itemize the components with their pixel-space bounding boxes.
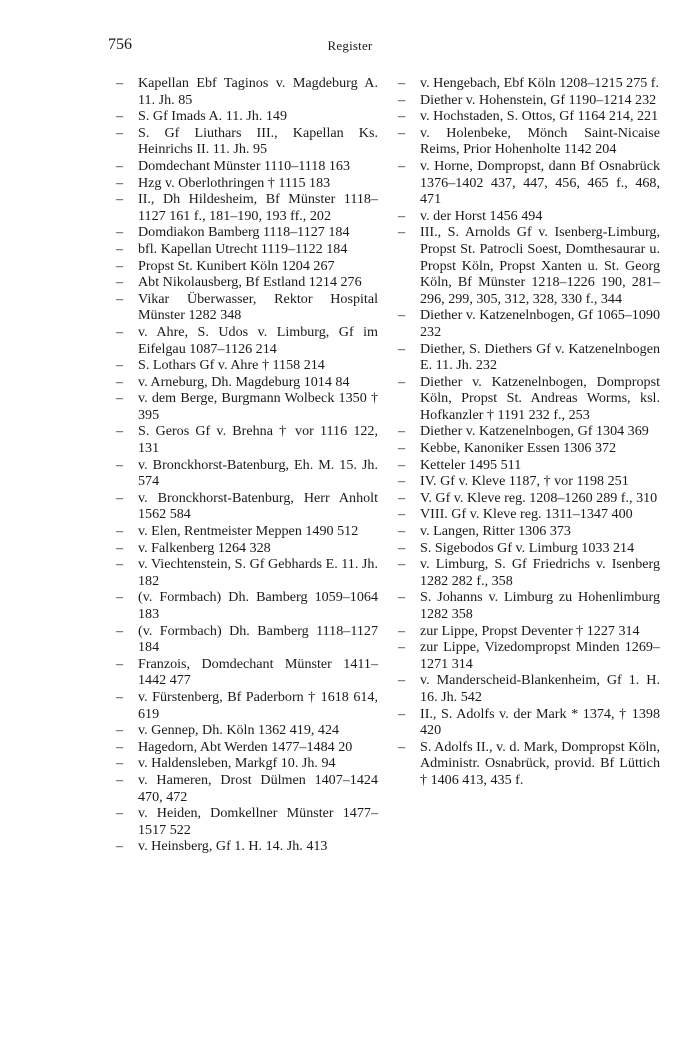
entry-text: v. Gennep, Dh. Köln 1362 419, 424 [138, 722, 340, 739]
entry-dash: – [116, 75, 124, 91]
entry-dash: – [116, 274, 124, 291]
index-column-right [398, 75, 660, 789]
entry-dash: – [398, 639, 406, 656]
index-entry [116, 191, 378, 224]
entry-dash: – [116, 390, 124, 407]
entry-text: zur Lippe, Propst Deventer † 1227 314 [420, 622, 640, 639]
entry-text: v. Heinsberg, Gf 1. H. 14. Jh. 413 [138, 838, 328, 855]
entry-dash: – [116, 771, 124, 788]
index-entry [116, 258, 378, 275]
entry-text: Diether v. Katzenelnbogen, Dompropst Köln, Propst St. Andreas Worms, ksl. Hofkanzler † 1191 232 f., 253 [420, 373, 660, 423]
entry-dash: – [398, 307, 406, 324]
entry-dash: – [116, 257, 124, 274]
entry-dash: – [116, 755, 124, 772]
entry-text: v. Holenbeke, Mönch Saint-Nicaise Reims, Prior Hohenholte 1142 204 [420, 124, 660, 158]
index-entry [398, 423, 660, 440]
entry-dash: – [398, 207, 406, 224]
entry-dash: – [116, 539, 124, 556]
entry-dash: – [116, 556, 124, 573]
entry-dash: – [398, 108, 406, 125]
entry-dash: – [398, 473, 406, 490]
index-entry [398, 108, 660, 125]
entry-text: V. Gf v. Kleve reg. 1208–1260 289 f., 310 [420, 489, 658, 506]
index-entry [116, 274, 378, 291]
entry-text: Kapellan Ebf Taginos v. Magdeburg A. 11. Jh. 85 [138, 75, 378, 108]
entry-dash: – [398, 440, 406, 457]
entry-dash: – [116, 157, 124, 174]
entry-dash: – [116, 523, 124, 540]
index-entry [116, 158, 378, 175]
index-entry [116, 540, 378, 557]
entry-text: Diether v. Katzenelnbogen, Gf 1065–1090 232 [420, 307, 660, 340]
entry-dash: – [116, 688, 124, 705]
entry-text: Abt Nikolausberg, Bf Estland 1214 276 [138, 274, 362, 291]
index-entry [398, 374, 660, 424]
entry-dash: – [116, 373, 124, 390]
index-entry [398, 639, 660, 672]
entry-text: zur Lippe, Vizedompropst Minden 1269–1271 314 [420, 639, 660, 672]
entry-text: v. Falkenberg 1264 328 [138, 539, 271, 556]
entry-dash: – [398, 75, 406, 91]
entry-text: v. Heiden, Domkellner Münster 1477–1517 522 [138, 805, 378, 838]
index-entry [398, 92, 660, 109]
entry-dash: – [116, 224, 124, 241]
entry-text: v. Horne, Dompropst, dann Bf Osnabrück 1376–1402 437, 447, 456, 465 f., 468, 471 [420, 157, 660, 208]
entry-dash: – [398, 556, 406, 573]
entry-dash: – [116, 589, 124, 606]
index-entry [116, 291, 378, 324]
entry-text: v. Viechtenstein, S. Gf Gebhards E. 11. Jh. 182 [138, 556, 378, 589]
entry-text: v. dem Berge, Burgmann Wolbeck 1350 † 395 [138, 390, 378, 423]
entry-text: v. Bronckhorst-Batenburg, Herr Anholt 1562 584 [138, 489, 378, 523]
entry-text: S. Gf Imads A. 11. Jh. 149 [138, 108, 288, 125]
entry-dash: – [116, 191, 124, 208]
entry-dash: – [116, 108, 124, 125]
entry-text: S. Johanns v. Limburg zu Hohenlimburg 1282 358 [420, 589, 660, 622]
entry-dash: – [116, 174, 124, 191]
index-entry [116, 739, 378, 756]
entry-dash: – [398, 738, 406, 755]
entry-text: v. Manderscheid-Blankenheim, Gf 1. H. 16. Jh. 542 [420, 672, 660, 705]
index-entry [116, 523, 378, 540]
index-entry [398, 589, 660, 622]
index-entry [116, 175, 378, 192]
index-entry [398, 224, 660, 307]
entry-text: v. der Horst 1456 494 [420, 207, 543, 224]
entry-text: VIII. Gf v. Kleve reg. 1311–1347 400 [420, 506, 633, 523]
entry-text: S. Adolfs II., v. d. Mark, Dompropst Köln, Administr. Osnabrück, provid. Bf Lüttich † 1406 413, 435 f. [420, 738, 660, 788]
index-entry [398, 706, 660, 739]
running-head: Register [327, 38, 373, 53]
entry-dash: – [116, 240, 124, 257]
entry-text: Diether, S. Diethers Gf v. Katzenelnbogen E. 11. Jh. 232 [420, 340, 660, 374]
index-entry [398, 75, 660, 92]
index-entry [116, 457, 378, 490]
entry-text: v. Hengebach, Ebf Köln 1208–1215 275 f. [420, 75, 660, 91]
entry-dash: – [116, 838, 124, 855]
index-entry [116, 623, 378, 656]
index-entry [398, 506, 660, 523]
entry-text: S. Geros Gf v. Brehna † vor 1116 122, 131 [138, 423, 378, 457]
entry-text: II., Dh Hildesheim, Bf Münster 1118–1127 161 f., 181–190, 193 ff., 202 [138, 191, 378, 224]
entry-text: Kebbe, Kanoniker Essen 1306 372 [420, 440, 617, 457]
index-entry [398, 307, 660, 340]
entry-text: Hagedorn, Abt Werden 1477–1484 20 [138, 738, 353, 755]
entry-dash: – [398, 157, 406, 174]
index-entry [398, 523, 660, 540]
index-entry [116, 722, 378, 739]
entry-dash: – [398, 456, 406, 473]
entry-dash: – [116, 622, 124, 639]
index-entry [116, 324, 378, 357]
index-entry [398, 490, 660, 507]
entry-dash: – [398, 91, 406, 108]
entry-text: v. Elen, Rentmeister Meppen 1490 512 [138, 523, 359, 540]
entry-text: S. Sigebodos Gf v. Limburg 1033 214 [420, 539, 635, 556]
entry-dash: – [116, 423, 124, 440]
index-entry [116, 390, 378, 423]
index-entry [116, 423, 378, 456]
entry-text: Domdiakon Bamberg 1118–1127 184 [138, 224, 350, 241]
index-entry [398, 208, 660, 225]
entry-dash: – [398, 489, 406, 506]
entry-text: (v. Formbach) Dh. Bamberg 1059–1064 183 [138, 589, 378, 622]
entry-dash: – [398, 373, 406, 390]
page-number: 756 [108, 36, 132, 53]
entry-dash: – [116, 738, 124, 755]
entry-dash: – [398, 340, 406, 357]
entry-text: Hzg v. Oberlothringen † 1115 183 [138, 174, 331, 191]
entry-dash: – [398, 506, 406, 523]
entry-dash: – [398, 523, 406, 540]
index-entry [398, 672, 660, 705]
index-entry [116, 805, 378, 838]
entry-text: v. Fürstenberg, Bf Paderborn † 1618 614, 619 [138, 688, 378, 722]
index-entry [116, 357, 378, 374]
entry-text: Diether v. Hohenstein, Gf 1190–1214 232 [420, 91, 657, 108]
index-entry [398, 473, 660, 490]
entry-text: Diether v. Katzenelnbogen, Gf 1304 369 [420, 423, 649, 440]
index-column-left [116, 75, 378, 855]
entry-dash: – [116, 722, 124, 739]
entry-dash: – [398, 589, 406, 606]
entry-dash: – [398, 423, 406, 440]
entry-text: Propst St. Kunibert Köln 1204 267 [138, 257, 335, 274]
index-entry [116, 772, 378, 805]
index-entry [116, 224, 378, 241]
entry-text: bfl. Kapellan Utrecht 1119–1122 184 [138, 240, 348, 257]
index-entry [398, 556, 660, 589]
entry-text: S. Gf Liuthars III., Kapellan Ks. Heinrichs II. 11. Jh. 95 [138, 124, 378, 158]
entry-dash: – [116, 357, 124, 374]
entry-text: Franzois, Domdechant Münster 1411–1442 477 [138, 655, 378, 689]
index-entry [398, 739, 660, 789]
index-entry [398, 457, 660, 474]
index-entry [116, 755, 378, 772]
index-entry [116, 125, 378, 158]
index-entry [116, 589, 378, 622]
entry-text: IV. Gf v. Kleve 1187, † vor 1198 251 [420, 473, 629, 490]
index-entry [398, 341, 660, 374]
entry-dash: – [398, 224, 406, 241]
index-entry [116, 75, 378, 108]
entry-dash: – [398, 539, 406, 556]
index-entry [398, 540, 660, 557]
entry-text: v. Bronckhorst-Batenburg, Eh. M. 15. Jh. 574 [138, 456, 378, 490]
entry-dash: – [116, 489, 124, 506]
index-entry [116, 374, 378, 391]
entry-dash: – [116, 124, 124, 141]
entry-dash: – [116, 323, 124, 340]
index-entry [116, 838, 378, 855]
index-entry [116, 656, 378, 689]
entry-text: v. Ahre, S. Udos v. Limburg, Gf im Eifelgau 1087–1126 214 [138, 323, 378, 357]
entry-text: III., S. Arnolds Gf v. Isenberg-Limburg, Propst St. Patrocli Soest, Domthesaurar u. Propst Köln, Propst Xanten u. St. Georg Köln, Bf Münster 1218–1226 190, 281–296, 299, 305, 312, 328, 330 f., 344 [420, 224, 660, 307]
entry-dash: – [116, 655, 124, 672]
index-entry [116, 490, 378, 523]
entry-text: S. Lothars Gf v. Ahre † 1158 214 [138, 357, 325, 374]
entry-text: Domdechant Münster 1110–1118 163 [138, 157, 351, 174]
entry-text: v. Hameren, Drost Dülmen 1407–1424 470, 472 [138, 771, 378, 805]
entry-dash: – [398, 705, 406, 722]
entry-dash: – [116, 805, 124, 822]
entry-text: v. Arneburg, Dh. Magdeburg 1014 84 [138, 373, 350, 390]
entry-text: v. Langen, Ritter 1306 373 [420, 523, 571, 540]
entry-text: v. Limburg, S. Gf Friedrichs v. Isenberg 1282 282 f., 358 [420, 556, 660, 589]
entry-dash: – [398, 124, 406, 141]
entry-dash: – [116, 456, 124, 473]
index-entry [398, 440, 660, 457]
entry-dash: – [116, 290, 124, 307]
index-entry [398, 125, 660, 158]
index-entry [116, 556, 378, 589]
index-entry [398, 158, 660, 208]
entry-dash: – [398, 672, 406, 689]
entry-text: II., S. Adolfs v. der Mark * 1374, † 1398 420 [420, 705, 660, 739]
entry-text: (v. Formbach) Dh. Bamberg 1118–1127 184 [138, 622, 378, 656]
index-entry [116, 108, 378, 125]
entry-text: v. Haldensleben, Markgf 10. Jh. 94 [138, 755, 336, 772]
entry-dash: – [398, 622, 406, 639]
entry-text: v. Hochstaden, S. Ottos, Gf 1164 214, 221 [420, 108, 659, 125]
entry-text: Ketteler 1495 511 [420, 456, 522, 473]
index-entry [116, 689, 378, 722]
index-entry [116, 241, 378, 258]
index-entry [398, 623, 660, 640]
entry-text: Vikar Überwasser, Rektor Hospital Münster 1282 348 [138, 290, 378, 324]
